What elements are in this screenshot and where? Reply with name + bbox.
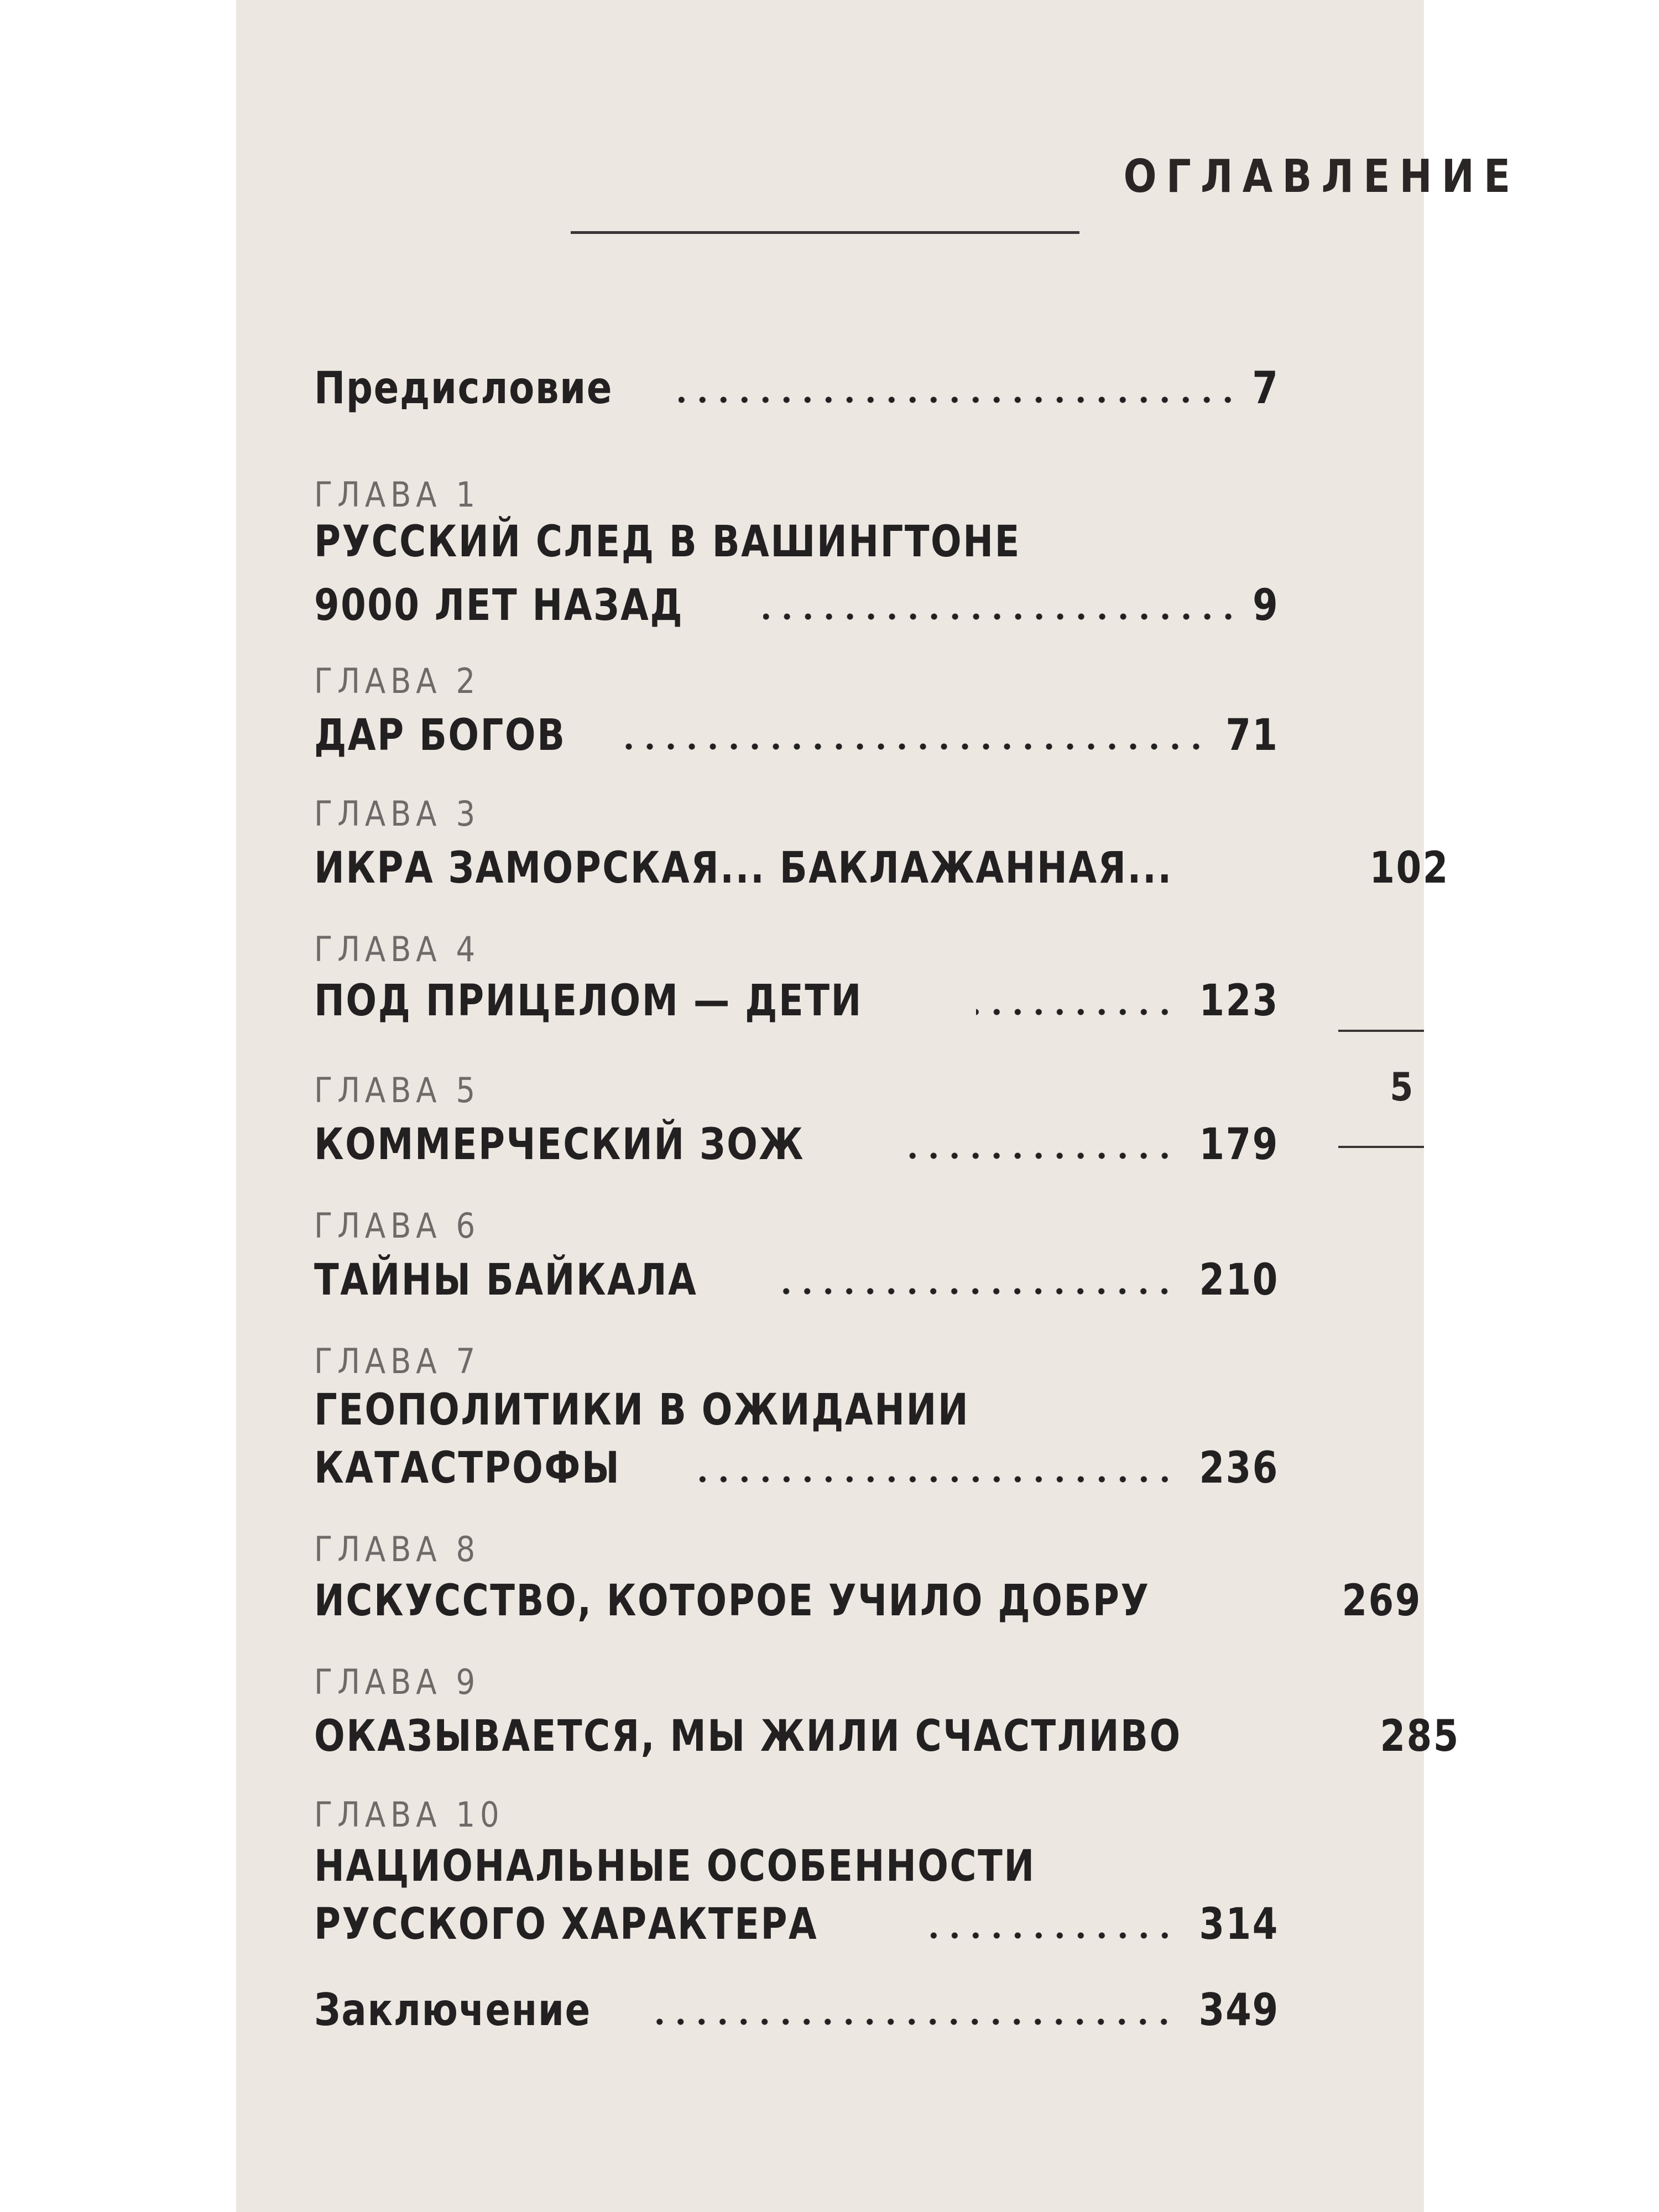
chapter-label: ГЛАВА 2: [314, 661, 481, 701]
dot-leader: [779, 1288, 1175, 1295]
chapter-label: ГЛАВА 7: [314, 1341, 481, 1381]
chapter-label: ГЛАВА 8: [314, 1529, 481, 1569]
entry-page: 7: [1252, 362, 1279, 414]
toc-entry-chapter-6: [314, 1255, 1279, 1305]
toc-entry-preface: [314, 362, 1279, 414]
entry-page: 236: [1199, 1443, 1279, 1493]
toc-entry-chapter-10: [314, 1900, 1279, 1949]
entry-title: РУССКОГО ХАРАКТЕРА: [314, 1900, 818, 1949]
entry-title: ДАР БОГОВ: [314, 711, 566, 760]
dot-leader: [976, 1009, 1175, 1015]
entry-page: 210: [1199, 1255, 1279, 1305]
toc-entry-chapter-9: [314, 1712, 1460, 1761]
entry-page: 349: [1198, 1984, 1279, 2036]
entry-title: ТАЙНЫ БАЙКАЛА: [314, 1255, 698, 1305]
toc-entry-conclusion: [314, 1984, 1279, 2036]
entry-title: Предисловие: [314, 362, 613, 414]
entry-title: КОММЕРЧЕСКИЙ ЗОЖ: [314, 1120, 805, 1170]
entry-title: 9000 ЛЕТ НАЗАД: [314, 581, 684, 630]
toc-entry-chapter-3: [314, 843, 1449, 893]
title-rule: [571, 231, 1079, 234]
chapter-label: ГЛАВА 1: [314, 474, 481, 515]
chapter-label: ГЛАВА 5: [314, 1070, 481, 1110]
entry-title: ОКАЗЫВАЕТСЯ, МЫ ЖИЛИ СЧАСТЛИВО: [314, 1712, 1182, 1761]
entry-page: 269: [1342, 1576, 1422, 1626]
entry-page: 123: [1199, 976, 1279, 1026]
dot-leader: [688, 1476, 1175, 1483]
dot-leader: [763, 613, 1239, 620]
toc-entry-title-line: РУССКИЙ СЛЕД В ВАШИНГТОНЕ: [314, 517, 1021, 567]
entry-title: ИСКУССТВО, КОТОРОЕ УЧИЛО ДОБРУ: [314, 1576, 1150, 1626]
toc-entry-chapter-2: [314, 711, 1279, 760]
toc-entry-chapter-1: [314, 581, 1279, 630]
chapter-label: ГЛАВА 3: [314, 794, 481, 834]
dot-leader: [653, 2018, 1175, 2025]
toc-entry-chapter-8: [314, 1576, 1422, 1626]
entry-page: 314: [1199, 1900, 1279, 1949]
entry-page: 9: [1252, 581, 1279, 630]
margin-rule-bottom: [1338, 1146, 1424, 1148]
toc-entry-chapter-5: [314, 1120, 1279, 1170]
entry-title: КАТАСТРОФЫ: [314, 1443, 621, 1493]
toc-title: ОГЛАВЛЕНИЕ: [1123, 150, 1520, 203]
entry-title: Заключение: [314, 1984, 591, 2036]
toc-entry-chapter-7: [314, 1443, 1279, 1493]
chapter-label: ГЛАВА 4: [314, 929, 481, 969]
entry-page: 71: [1225, 711, 1279, 760]
entry-title: ПОД ПРИЦЕЛОМ — ДЕТИ: [314, 976, 863, 1026]
entry-page: 102: [1369, 843, 1449, 893]
chapter-label: ГЛАВА 9: [314, 1662, 481, 1702]
entry-title: ИКРА ЗАМОРСКАЯ... БАКЛАЖАННАЯ...: [314, 843, 1173, 893]
page-number: 5: [1390, 1065, 1413, 1110]
margin-rule-top: [1338, 1030, 1424, 1032]
toc-entry-title-line: НАЦИОНАЛЬНЫЕ ОСОБЕННОСТИ: [314, 1841, 1036, 1891]
chapter-label: ГЛАВА 6: [314, 1206, 481, 1246]
dot-leader: [923, 1932, 1175, 1939]
dot-leader: [907, 1152, 1175, 1159]
dot-leader: [679, 397, 1238, 403]
dot-leader: [623, 743, 1207, 750]
entry-page: 179: [1199, 1120, 1279, 1170]
toc-entry-chapter-4: [314, 976, 1279, 1026]
toc-entry-title-line: ГЕОПОЛИТИКИ В ОЖИДАНИИ: [314, 1385, 970, 1435]
chapter-label: ГЛАВА 10: [314, 1794, 504, 1835]
entry-page: 285: [1380, 1712, 1460, 1761]
